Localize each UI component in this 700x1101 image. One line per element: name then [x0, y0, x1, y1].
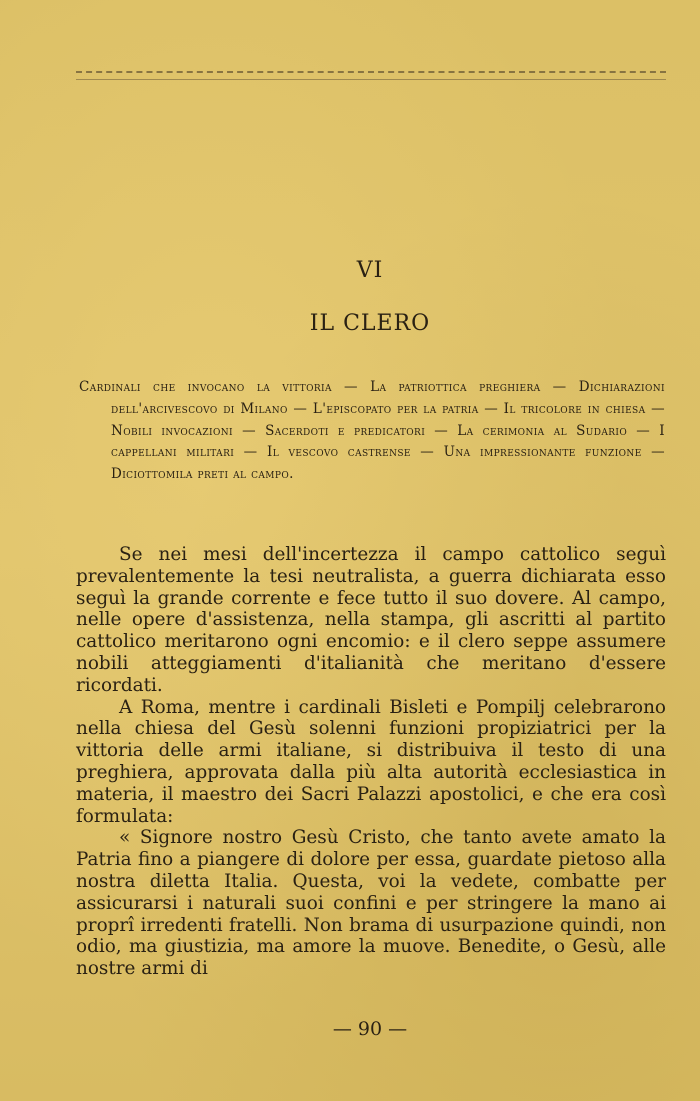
chapter-number: VI: [356, 258, 384, 283]
paragraph: Se nei mesi dell'incertezza il campo cattolico seguì prevalentemente la tesi neutralista, a guerra dichiarata esso seguì la grande corrente e fece tutto il suo dovere. Al campo, nelle opere d'assistenza, nella stampa, gli ascritti al partito cattolico meritarono ogni encomio: e il clero seppe assumere nobili atteggiamenti d'italianità che meritano d'essere ricordati.: [76, 544, 666, 696]
chapter-title: IL CLERO: [309, 311, 431, 336]
paragraph: « Signore nostro Gesù Cristo, che tanto avete amato la Patria fino a piangere di dolore per essa, guardate pietoso alla nostra diletta Italia. Questa, voi la vedete, combatte per assicurarsi i naturali suoi confini e per stringere la mano ai proprî irredenti fratelli. Non brama di usurpazione quindi, non odio, ma giustizia, ma amore la muove. Benedite, o Gesù, alle nostre armi di: [76, 827, 666, 980]
chapter-summary: Cardinali che invocano la vittoria — La patriottica preghiera — Dichiarazioni dell'arcivescovo di Milano — L'episcopato per la patria — Il tricolore in chiesa — Nobili invocazioni — Sacerdoti e predicatori — La cerimonia al Sudario — I cappellani militari — Il vescovo castrense — Una impressionante funzione — Diciottomila preti al campo.: [79, 379, 665, 483]
paragraph: A Roma, mentre i cardinali Bisleti e Pompilj celebrarono nella chiesa del Gesù solenni funzioni propiziatrici per la vittoria delle armi italiane, si distribuiva il testo di una preghiera, approvata dalla più alta autorità ecclesiastica in materia, il maestro dei Sacri Palazzi apostolici, e che era così formulata:: [76, 696, 666, 827]
header-rule: [76, 71, 666, 80]
page-number: — 90 —: [332, 1018, 408, 1040]
body-text: [76, 544, 666, 980]
